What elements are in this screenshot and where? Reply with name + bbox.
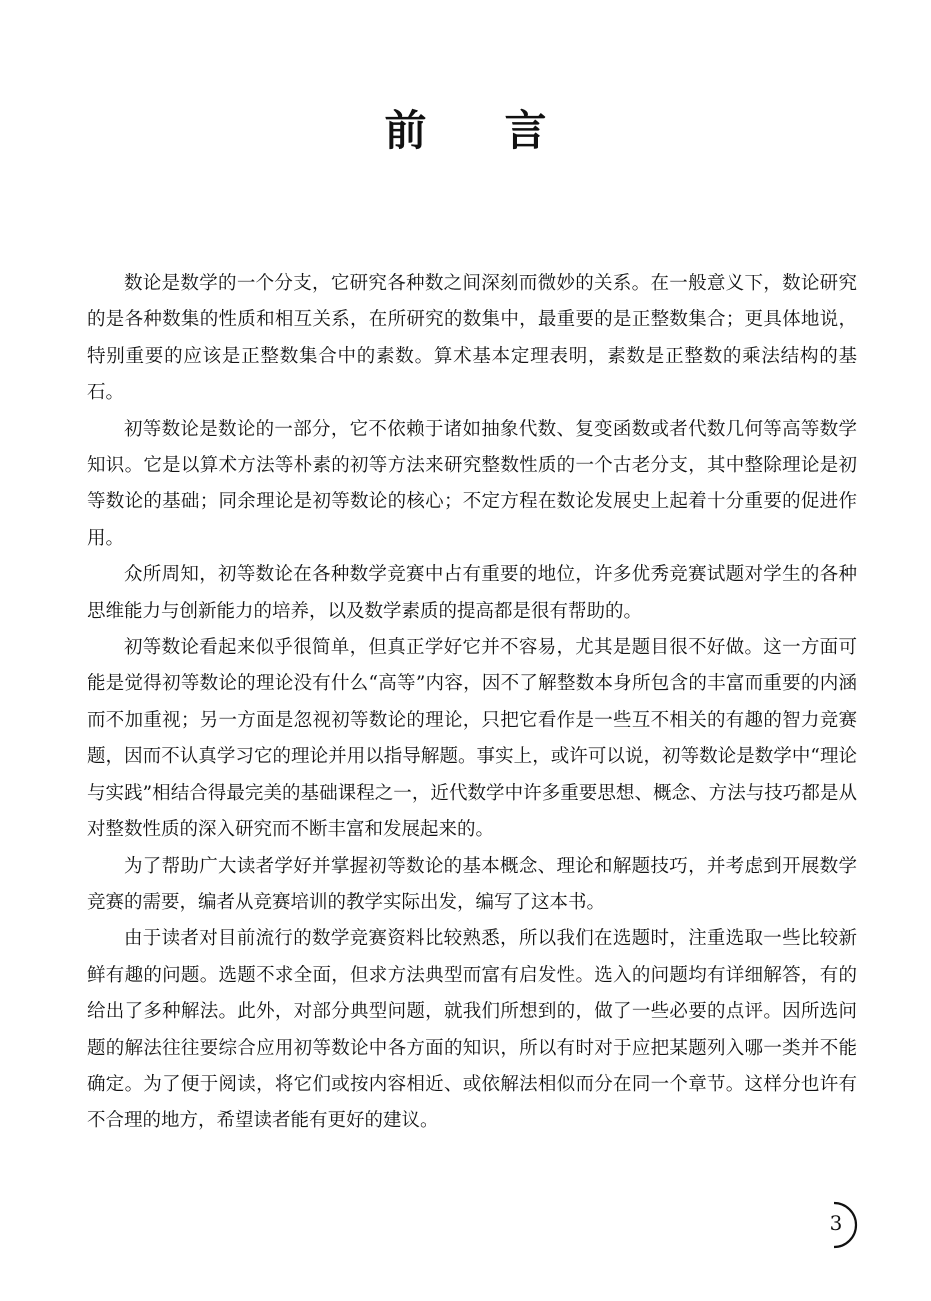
page-number: 3 <box>829 1211 843 1235</box>
preface-body <box>87 266 857 1140</box>
paragraph-3: 众所周知，初等数论在各种数学竞赛中占有重要的地位，许多优秀竞赛试题对学生的各种思维能力与创新能力的培养，以及数学素质的提高都是很有帮助的。 <box>87 564 857 622</box>
paragraph-5: 为了帮助广大读者学好并掌握初等数论的基本概念、理论和解题技巧，并考虑到开展数学竞赛的需要，编者从竞赛培训的教学实际出发，编写了这本书。 <box>87 855 857 913</box>
page-title: 前言 <box>384 106 625 155</box>
paragraph-4: 初等数论看起来似乎很简单，但真正学好它并不容易，尤其是题目很不好做。这一方面可能是觉得初等数论的理论没有什么“高等”内容，因不了解整数本身所包含的丰富而重要的内涵而不加重视；另一方面是忽视初等数论的理论，只把它看作是一些互不相关的有趣的智力竞赛题，因而不认真学习它的理论并用以指导解题。事实上，或许可以说，初等数论是数学中“理论与实践”相结合得最完美的基础课程之一，近代数学中许多重要思想、概念、方法与技巧都是从对整数性质的深入研究而不断丰富和发展起来的。 <box>87 637 857 841</box>
page-number-badge <box>812 1200 862 1250</box>
paragraph-2: 初等数论是数论的一部分，它不依赖于诸如抽象代数、复变函数或者代数几何等高等数学知识。它是以算术方法等朴素的初等方法来研究整数性质的一个古老分支，其中整除理论是初等数论的基础；同余理论是初等数论的核心；不定方程在数论发展史上起着十分重要的促进作用。 <box>87 418 857 549</box>
paragraph-6: 由于读者对目前流行的数学竞赛资料比较熟悉，所以我们在选题时，注重选取一些比较新鲜有趣的问题。选题不求全面，但求方法典型而富有启发性。选入的问题均有详细解答，有的给出了多种解法。此外，对部分典型问题，就我们所想到的，做了一些必要的点评。因所选问题的解法往往要综合应用初等数论中各方面的知识，所以有时对于应把某题列入哪一类并不能确定。为了便于阅读，将它们或按内容相近、或依解法相似而分在同一个章节。这样分也许有不合理的地方，希望读者能有更好的建议。 <box>87 928 857 1132</box>
paragraph-1: 数论是数学的一个分支，它研究各种数之间深刻而微妙的关系。在一般意义下，数论研究的是各种数集的性质和相互关系，在所研究的数集中，最重要的是正整数集合；更具体地说，特别重要的应该是正整数集合中的素数。算术基本定理表明，素数是正整数的乘法结构的基石。 <box>87 273 857 404</box>
